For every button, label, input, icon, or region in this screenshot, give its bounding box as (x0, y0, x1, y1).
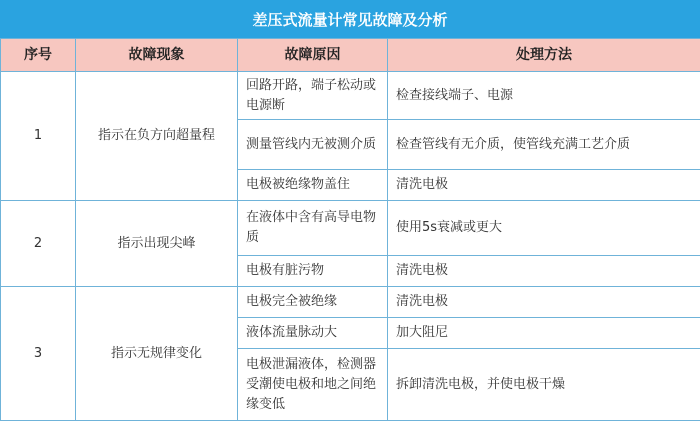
row-solution: 清洗电极 (388, 287, 700, 318)
row-index: 1 (1, 72, 76, 201)
row-solution: 加大阻尼 (388, 318, 700, 349)
row-solution: 使用5s衰减或更大 (388, 201, 700, 256)
table-row (1, 72, 700, 120)
header-index: 序号 (1, 39, 76, 72)
header-row (1, 39, 700, 72)
row-solution: 检查管线有无介质，使管线充满工艺介质 (388, 120, 700, 170)
header-cause: 故障原因 (238, 39, 388, 72)
row-cause: 电极有脏污物 (238, 256, 388, 287)
row-index: 3 (1, 287, 76, 421)
row-symptom: 指示出现尖峰 (76, 201, 238, 287)
header-symptom: 故障现象 (76, 39, 238, 72)
row-solution: 检查接线端子、电源 (388, 72, 700, 120)
header-solution: 处理方法 (388, 39, 700, 72)
row-cause: 电极泄漏液体，检测器受潮使电极和地之间绝缘变低 (238, 349, 388, 421)
row-solution: 清洗电极 (388, 256, 700, 287)
row-solution: 拆卸清洗电极，并使电极干燥 (388, 349, 700, 421)
row-cause: 电极完全被绝缘 (238, 287, 388, 318)
row-cause: 电极被绝缘物盖住 (238, 170, 388, 201)
table-row (1, 287, 700, 318)
table-row (1, 201, 700, 256)
row-cause: 测量管线内无被测介质 (238, 120, 388, 170)
row-cause: 在液体中含有高导电物质 (238, 201, 388, 256)
row-solution: 清洗电极 (388, 170, 700, 201)
row-cause: 回路开路，端子松动或电源断 (238, 72, 388, 120)
row-symptom: 指示在负方向超量程 (76, 72, 238, 201)
row-cause: 液体流量脉动大 (238, 318, 388, 349)
row-index: 2 (1, 201, 76, 287)
table-title: 差压式流量计常见故障及分析 (0, 0, 700, 38)
fault-table (0, 38, 700, 421)
row-symptom: 指示无规律变化 (76, 287, 238, 421)
